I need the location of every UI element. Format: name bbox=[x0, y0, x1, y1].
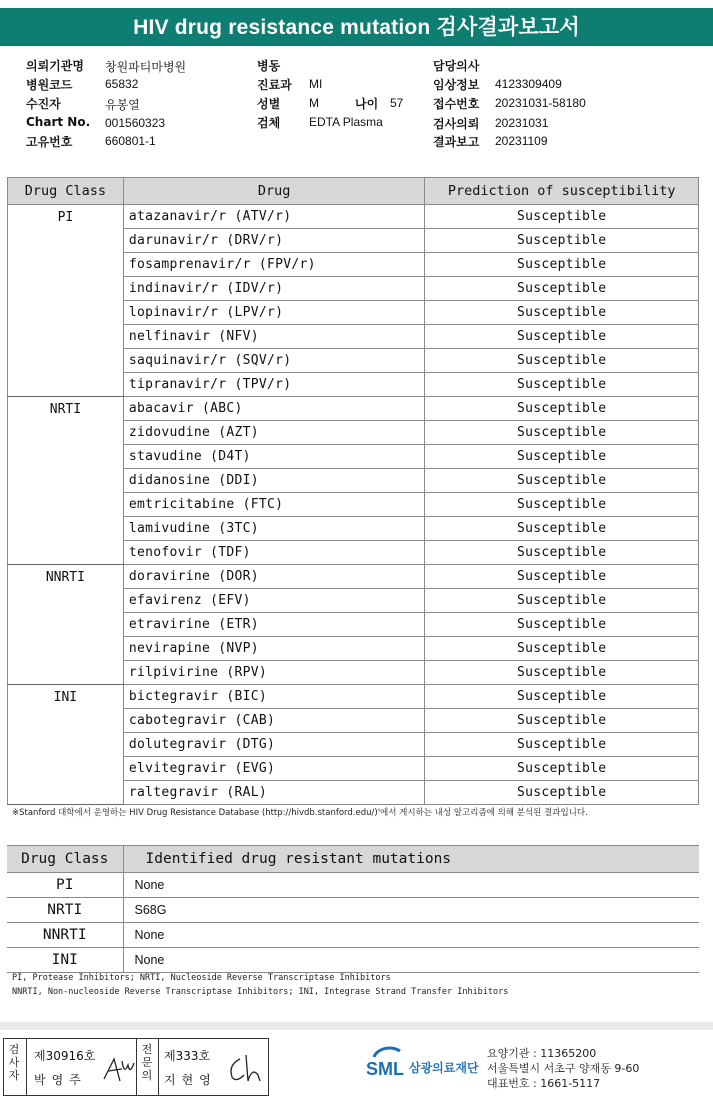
drug-cell: cabotegravir (CAB) bbox=[123, 709, 425, 733]
prediction-cell: Susceptible bbox=[425, 373, 699, 397]
org-address: 서울특별시 서초구 양재동 9-60 bbox=[487, 1062, 640, 1075]
info-value: 20231031-58180 bbox=[495, 96, 586, 110]
org-code: 요양기관 : 11365200 bbox=[487, 1047, 597, 1060]
info-key: 검사의뢰 bbox=[433, 117, 480, 131]
mutations-table bbox=[7, 845, 699, 973]
prediction-cell: Susceptible bbox=[425, 781, 699, 805]
drug-cell: bictegravir (BIC) bbox=[123, 685, 425, 709]
drug-cell: nelfinavir (NFV) bbox=[123, 325, 425, 349]
org-name: 삼광의료재단 bbox=[409, 1061, 479, 1075]
header-prediction: Prediction of susceptibility bbox=[425, 178, 699, 205]
drug-class-cell: INI bbox=[8, 685, 124, 805]
drug-cell: etravirine (ETR) bbox=[123, 613, 425, 637]
specialist-name: 지현영 bbox=[164, 1073, 217, 1087]
header-mutations: Identified drug resistant mutations bbox=[123, 846, 699, 873]
prediction-cell: Susceptible bbox=[425, 565, 699, 589]
drug-cell: stavudine (D4T) bbox=[123, 445, 425, 469]
prediction-cell: Susceptible bbox=[425, 589, 699, 613]
specialist-label: 전 문 의 bbox=[141, 1043, 153, 1082]
prediction-cell: Susceptible bbox=[425, 229, 699, 253]
examiner-signature bbox=[100, 1053, 136, 1087]
prediction-cell: Susceptible bbox=[425, 637, 699, 661]
info-key: 고유번호 bbox=[26, 135, 73, 149]
stanford-note: ※Stanford 대학에서 운영하는 HIV Drug Resistance Database (http://hivdb.stanford.edu/)'에서 게시하는 내성 알고리즘에 의해 분석된 결과입니다. bbox=[12, 808, 588, 818]
prediction-cell: Susceptible bbox=[425, 253, 699, 277]
age-key: 나이 bbox=[355, 97, 379, 111]
prediction-cell: Susceptible bbox=[425, 757, 699, 781]
drug-cell: raltegravir (RAL) bbox=[123, 781, 425, 805]
prediction-cell: Susceptible bbox=[425, 733, 699, 757]
drug-cell: rilpivirine (RPV) bbox=[123, 661, 425, 685]
info-key: 성별 bbox=[257, 97, 281, 111]
table-row bbox=[8, 565, 699, 589]
info-value: 660801-1 bbox=[105, 134, 156, 148]
info-key: 접수번호 bbox=[433, 97, 480, 111]
prediction-cell: Susceptible bbox=[425, 301, 699, 325]
prediction-cell: Susceptible bbox=[425, 421, 699, 445]
info-key: 임상정보 bbox=[433, 78, 480, 92]
drug-cell: doravirine (DOR) bbox=[123, 565, 425, 589]
drug-cell: efavirenz (EFV) bbox=[123, 589, 425, 613]
signature-box bbox=[3, 1038, 269, 1096]
drug-cell: didanosine (DDI) bbox=[123, 469, 425, 493]
prediction-cell: Susceptible bbox=[425, 661, 699, 685]
patient-info bbox=[0, 0, 713, 160]
specialist-license: 제333호 bbox=[164, 1049, 211, 1063]
prediction-cell: Susceptible bbox=[425, 685, 699, 709]
drug-class-cell: PI bbox=[8, 205, 124, 397]
drug-cell: lopinavir/r (LPV/r) bbox=[123, 301, 425, 325]
info-key: 병원코드 bbox=[26, 78, 73, 92]
mutation-class: PI bbox=[7, 873, 123, 898]
drug-cell: dolutegravir (DTG) bbox=[123, 733, 425, 757]
info-key: 검체 bbox=[257, 116, 281, 130]
info-value: 20231031 bbox=[495, 116, 549, 130]
susceptibility-table bbox=[7, 177, 699, 805]
info-key: Chart No. bbox=[26, 115, 91, 129]
svg-text:SML: SML bbox=[366, 1059, 404, 1079]
table-row bbox=[7, 898, 699, 923]
info-value: MI bbox=[309, 77, 323, 91]
prediction-cell: Susceptible bbox=[425, 469, 699, 493]
header-drug-class: Drug Class bbox=[8, 178, 124, 205]
examiner-license: 제30916호 bbox=[34, 1049, 96, 1063]
info-value: EDTA Plasma bbox=[309, 115, 383, 129]
drug-cell: elvitegravir (EVG) bbox=[123, 757, 425, 781]
info-value: 창원파티마병원 bbox=[105, 60, 187, 74]
header-drug: Drug bbox=[123, 178, 425, 205]
specialist-signature bbox=[226, 1051, 266, 1087]
info-value: 65832 bbox=[105, 77, 139, 91]
mutation-value: None bbox=[123, 873, 699, 898]
examiner-label: 검 사 자 bbox=[8, 1043, 20, 1082]
drug-class-cell: NRTI bbox=[8, 397, 124, 565]
table-row bbox=[7, 948, 699, 973]
prediction-cell: Susceptible bbox=[425, 709, 699, 733]
prediction-cell: Susceptible bbox=[425, 277, 699, 301]
org-phone: 대표번호 : 1661-5117 bbox=[487, 1077, 601, 1090]
info-key: 의뢰기관명 bbox=[26, 59, 84, 73]
drug-cell: atazanavir/r (ATV/r) bbox=[123, 205, 425, 229]
prediction-cell: Susceptible bbox=[425, 349, 699, 373]
footer-divider bbox=[0, 1022, 713, 1030]
prediction-cell: Susceptible bbox=[425, 325, 699, 349]
info-key: 진료과 bbox=[257, 78, 292, 92]
mutation-class: NNRTI bbox=[7, 923, 123, 948]
info-key: 수진자 bbox=[26, 97, 61, 111]
prediction-cell: Susceptible bbox=[425, 493, 699, 517]
drug-class-cell: NNRTI bbox=[8, 565, 124, 685]
prediction-cell: Susceptible bbox=[425, 397, 699, 421]
drug-cell: emtricitabine (FTC) bbox=[123, 493, 425, 517]
examiner-name: 박영주 bbox=[34, 1073, 87, 1087]
drug-cell: saquinavir/r (SQV/r) bbox=[123, 349, 425, 373]
drug-cell: zidovudine (AZT) bbox=[123, 421, 425, 445]
table-row bbox=[8, 685, 699, 709]
prediction-cell: Susceptible bbox=[425, 205, 699, 229]
table-row bbox=[7, 923, 699, 948]
prediction-cell: Susceptible bbox=[425, 541, 699, 565]
drug-cell: tenofovir (TDF) bbox=[123, 541, 425, 565]
age-value: 57 bbox=[390, 96, 404, 110]
info-value: 유봉열 bbox=[105, 98, 140, 112]
drug-cell: indinavir/r (IDV/r) bbox=[123, 277, 425, 301]
drug-cell: darunavir/r (DRV/r) bbox=[123, 229, 425, 253]
info-key: 담당의사 bbox=[433, 59, 480, 73]
mutation-value: None bbox=[123, 948, 699, 973]
table-row bbox=[8, 397, 699, 421]
header-drug-class: Drug Class bbox=[7, 846, 123, 873]
table-row bbox=[8, 205, 699, 229]
info-value: 001560323 bbox=[105, 116, 166, 130]
prediction-cell: Susceptible bbox=[425, 445, 699, 469]
table-row bbox=[7, 873, 699, 898]
mutation-value: S68G bbox=[123, 898, 699, 923]
info-value: M bbox=[309, 96, 319, 110]
drug-cell: abacavir (ABC) bbox=[123, 397, 425, 421]
drug-cell: lamivudine (3TC) bbox=[123, 517, 425, 541]
org-info bbox=[487, 1046, 639, 1091]
drug-cell: fosamprenavir/r (FPV/r) bbox=[123, 253, 425, 277]
table-header-row bbox=[8, 178, 699, 205]
prediction-cell: Susceptible bbox=[425, 613, 699, 637]
info-value: 4123309409 bbox=[495, 77, 562, 91]
info-key: 결과보고 bbox=[433, 135, 480, 149]
mutation-class: NRTI bbox=[7, 898, 123, 923]
mutation-value: None bbox=[123, 923, 699, 948]
prediction-cell: Susceptible bbox=[425, 517, 699, 541]
drug-cell: nevirapine (NVP) bbox=[123, 637, 425, 661]
table-header-row bbox=[7, 846, 699, 873]
report-title: HIV drug resistance mutation 검사결과보고서 bbox=[0, 8, 713, 46]
info-value: 20231109 bbox=[495, 134, 548, 148]
abbreviation-line: NNRTI, Non-nucleoside Reverse Transcriptase Inhibitors; INI, Integrase Strand Transfer Inhibitors bbox=[12, 987, 509, 997]
drug-cell: tipranavir/r (TPV/r) bbox=[123, 373, 425, 397]
info-key: 병동 bbox=[257, 59, 281, 73]
abbreviation-line: PI, Protease Inhibitors; NRTI, Nucleoside Reverse Transcriptase Inhibitors bbox=[12, 973, 391, 983]
mutation-class: INI bbox=[7, 948, 123, 973]
